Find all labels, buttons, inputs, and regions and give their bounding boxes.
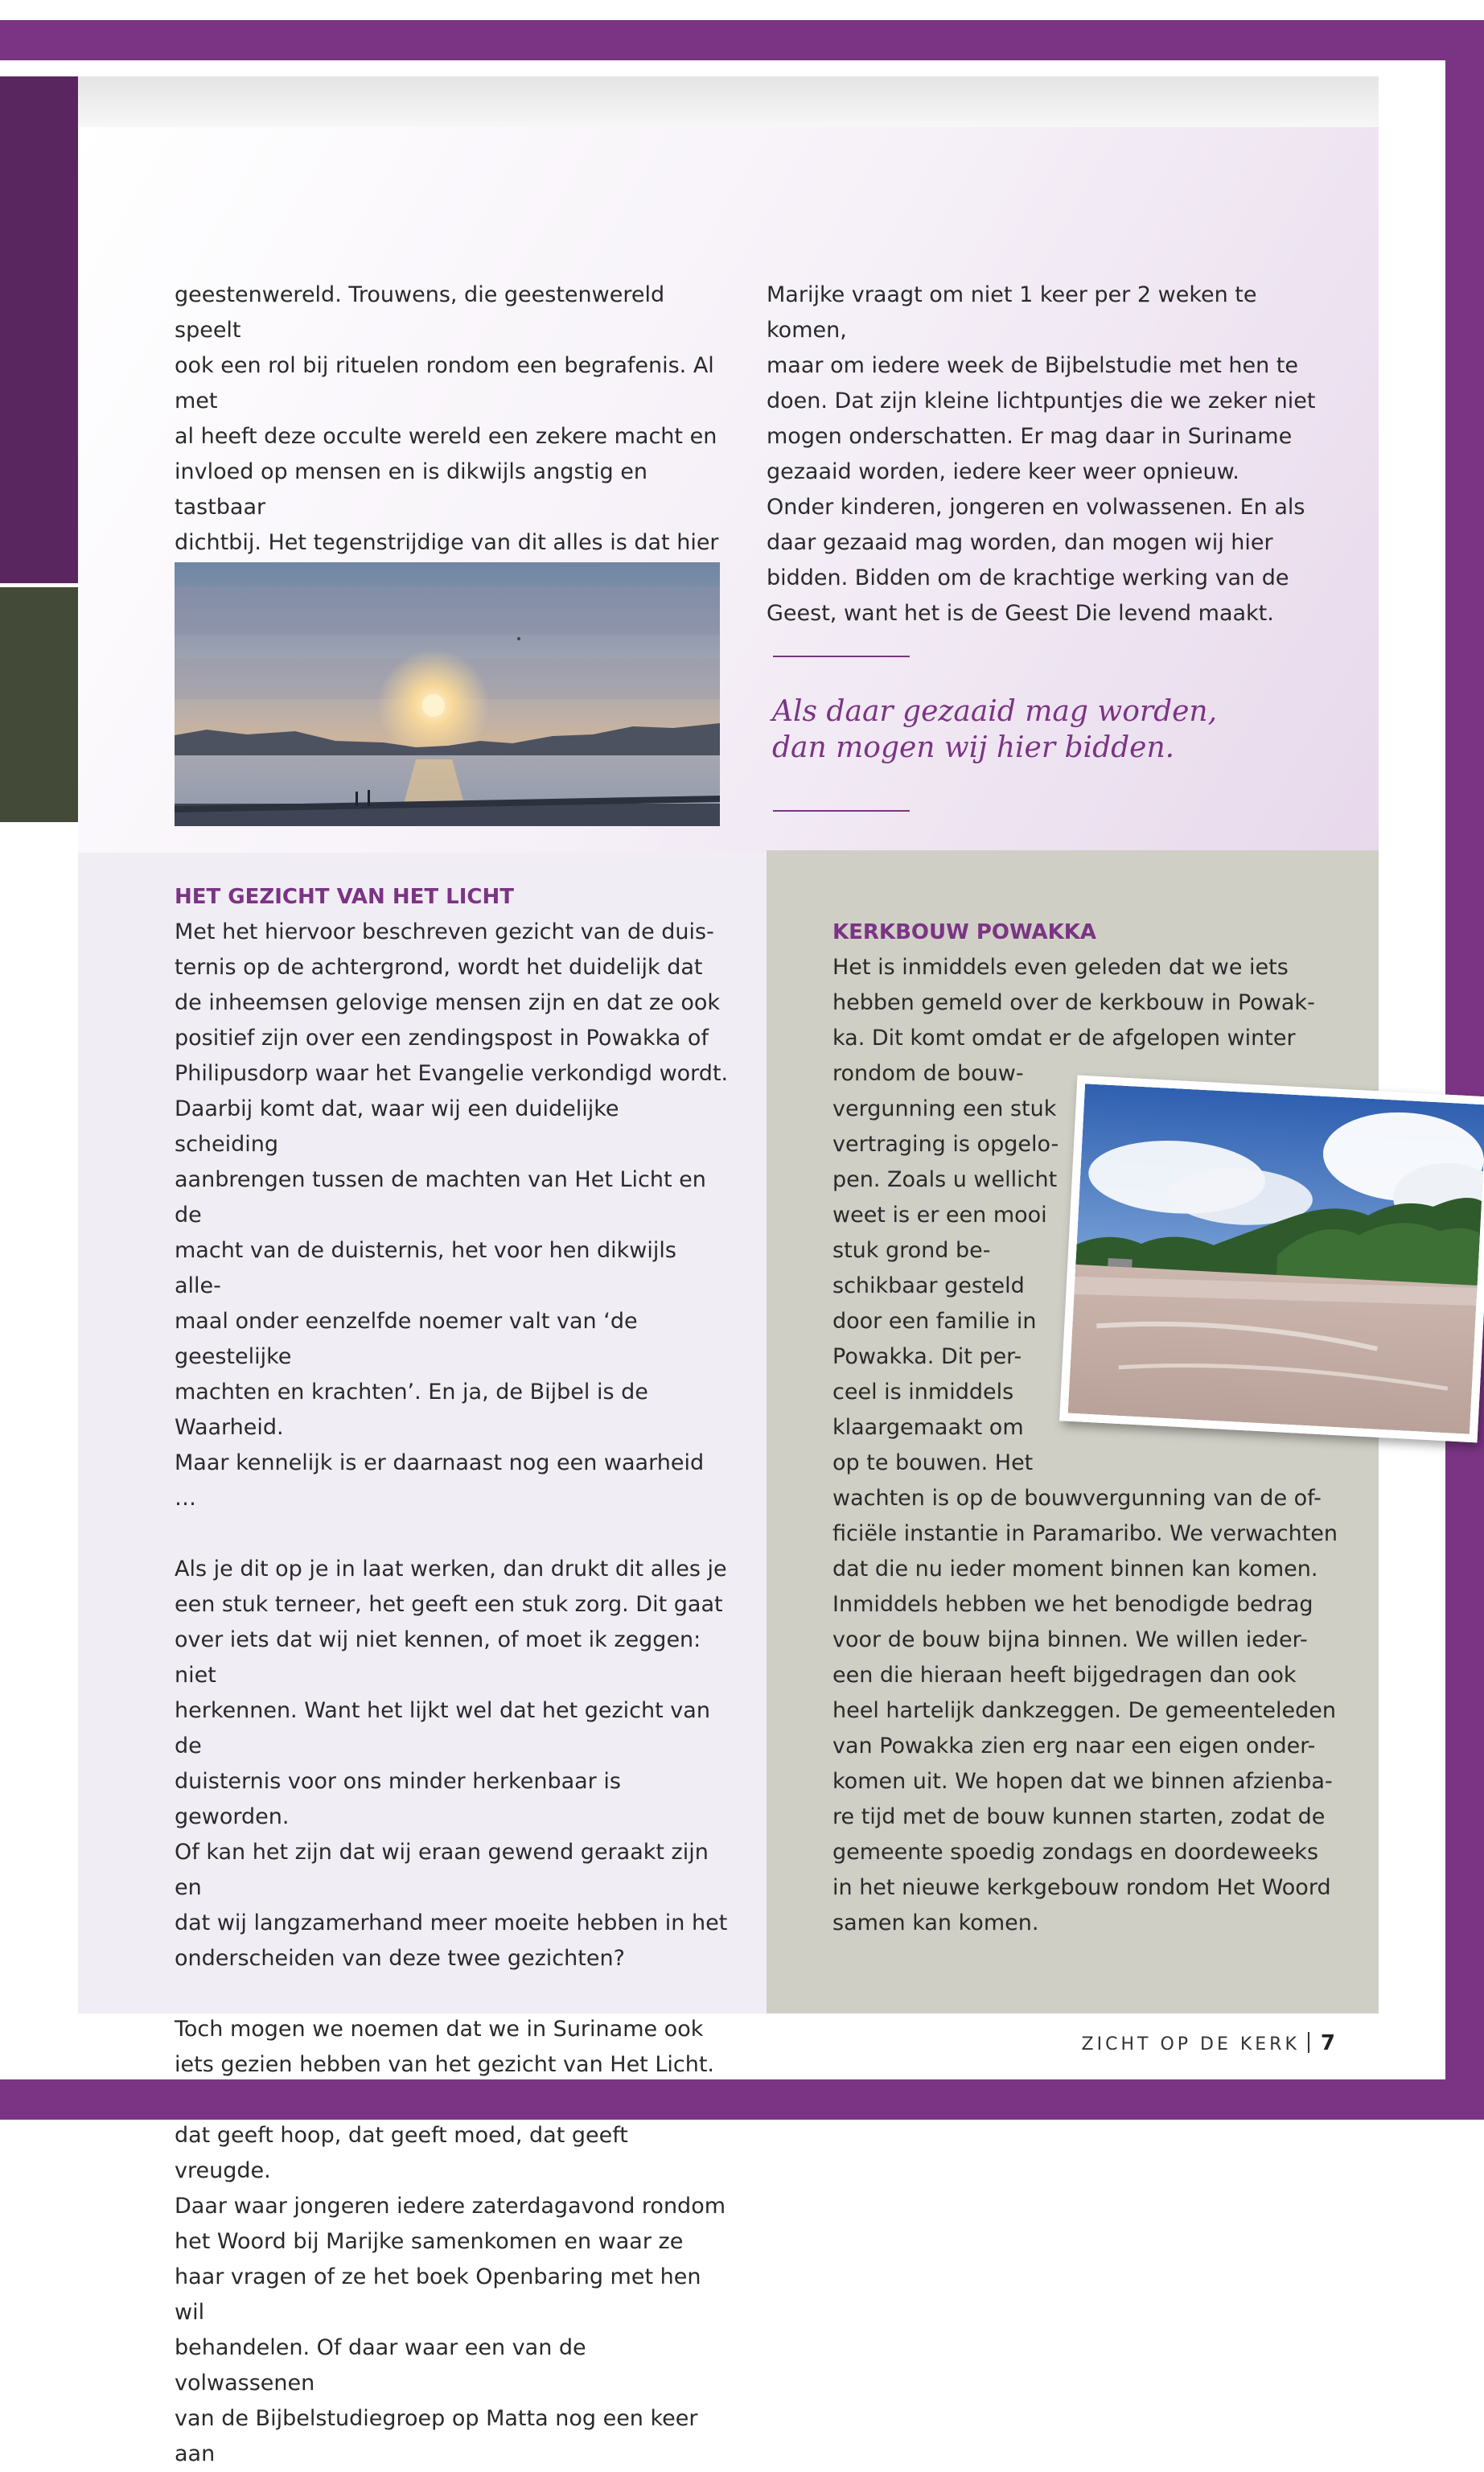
text-line: Inmiddels hebben we het benodigde bedrag [832,1592,1313,1617]
text-line: hebben gemeld over de kerkbouw in Powak- [832,990,1315,1015]
text-line: Maar kennelijk is er daarnaast nog een waarheid … [175,1450,705,1511]
text-line: re tijd met de bouw kunnen starten, zodat de [832,1804,1326,1829]
text-line: daar gezaaid mag worden, dan mogen wij hier [767,530,1273,555]
left-purple-block [0,76,78,583]
page-number: 7 [1320,2031,1335,2055]
text-line: herkennen. Want het lijkt wel dat het gezicht van de [175,1698,710,1758]
text-line: mogen onderschatten. Er mag daar in Suriname [767,424,1293,449]
text-line: duisternis voor ons minder herkenbaar is geworden. [175,1769,621,1829]
left-olive-block [0,587,78,822]
text-line: van Powakka zien erg naar een eigen onder- [832,1734,1316,1758]
footer-divider [1308,2032,1309,2053]
text-line: Daarbij komt dat, waar wij een duidelijke scheiding [175,1096,619,1157]
text-line: machten en krachten’. En ja, de Bijbel is de Waarheid. [175,1380,648,1440]
text-line: vertraging is opgelo- [832,1132,1059,1157]
text-line: behandelen. Of daar waar een van de volwassenen [175,2335,586,2396]
bottom-purple-bar [0,2079,1484,2120]
text-line: komen uit. We hopen dat we binnen afzienba- [832,1769,1333,1794]
text-line: dat die nu ieder moment binnen kan komen. [832,1557,1318,1582]
text-line: Marijke vraagt om niet 1 keer per 2 weken te komen, [767,282,1257,343]
text-line: Geest, want het is de Geest Die levend maakt. [767,601,1274,626]
text-line: gemeente spoedig zondags en doordeweeks [832,1840,1319,1865]
text-line: weet is er een mooi [832,1203,1047,1228]
text-line: ook een rol bij rituelen rondom een begrafenis. Al met [175,353,714,413]
text-line: aanbrengen tussen de machten van Het Licht en de [175,1167,706,1228]
text-line: invloed op mensen en is dikwijls angstig en tastbaar [175,459,647,520]
text-line: dat geeft hoop, dat geeft moed, dat geeft vreugde. [175,2123,628,2183]
text-line: doen. Dat zijn kleine lichtpuntjes die we zeker niet [767,389,1316,413]
text-line: Het is inmiddels even geleden dat we iets [832,955,1289,980]
text-line: wachten is op de bouwvergunning van de of- [832,1486,1322,1511]
text-line: stuk grond be- [832,1238,991,1263]
sunset-photo [175,562,720,826]
text-line: geestenwereld. Trouwens, die geestenwereld speelt [175,282,665,343]
text-line: Toch mogen we noemen dat we in Suriname ook [175,2017,704,2042]
quote-line: Als daar gezaaid mag worden, [772,695,1218,728]
text-line: iets gezien hebben van het gezicht van Het Licht. [175,2052,715,2077]
text-line: vergunning een stuk [832,1096,1057,1121]
text-line: Met het hiervoor beschreven gezicht van de duis- [175,919,714,944]
text-line: Powakka. Dit per- [832,1344,1022,1369]
text-line: Als je dit op je in laat werken, dan drukt dit alles je [175,1557,727,1582]
right-purple-bar [1445,20,1484,2120]
text-line: Daar waar jongeren iedere zaterdagavond rondom [175,2194,726,2219]
text-line: macht van de duisternis, het voor hen dikwijls alle- [175,1238,676,1298]
text-line: een die hieraan heeft bijgedragen dan ook [832,1663,1297,1688]
text-line: haar vragen of ze het boek Openbaring met hen wil [175,2264,701,2325]
sunset-photo-image [175,562,720,826]
text-line: ka. Dit komt omdat er de afgelopen winter [832,1026,1296,1051]
text-line: ficiële instantie in Paramaribo. We verwachten [832,1521,1338,1546]
section-heading: KERKBOUW POWAKKA [832,920,1097,944]
text-line: samen kan komen. [832,1911,1039,1935]
text-line: de inheemsen gelovige mensen zijn en dat ze ook [175,990,721,1015]
text-line: in het nieuwe kerkgebouw rondom Het Woord [832,1875,1331,1900]
text-line: klaargemaakt om [832,1415,1024,1440]
text-line: het Woord bij Marijke samenkomen en waar ze [175,2229,684,2254]
top-purple-bar [0,20,1484,60]
text-line: over iets dat wij niet kennen, of moet ik zeggen: niet [175,1627,701,1688]
text-line: al heeft deze occulte wereld een zekere macht en [175,424,717,449]
text-line: ceel is inmiddels [832,1380,1014,1405]
construction-site-photo [1059,1076,1484,1443]
text-line: door een familie in [832,1309,1037,1334]
text-line: Onder kinderen, jongeren en volwassenen. En als [767,495,1305,520]
text-line: voor de bouw bijna binnen. We willen ieder- [832,1627,1308,1652]
text-line: Of kan het zijn dat wij eraan gewend geraakt zijn en [175,1840,709,1900]
text-line: van de Bijbelstudiegroep op Matta nog een keer aan [175,2406,698,2466]
text-line: maar om iedere week de Bijbelstudie met hen te [767,353,1298,378]
magazine-title: ZICHT OP DE KERK [1081,2034,1300,2055]
article-column-left-bottom [175,879,730,2472]
article-column-right-top [767,278,1330,631]
text-line: bidden. Bidden om de krachtige werking van de [767,566,1289,590]
quote-line: dan mogen wij hier bidden. [772,731,1175,764]
text-line: schikbaar gesteld [832,1273,1025,1298]
paragraph-gap [175,1976,730,2012]
text-line: ternis op de achtergrond, wordt het duidelijk dat [175,955,703,980]
text-line: positief zijn over een zendingspost in Powakka of [175,1026,709,1051]
text-line: Philipusdorp waar het Evangelie verkondigd wordt. [175,1061,729,1086]
text-line: heel hartelijk dankzeggen. De gemeenteleden [832,1698,1337,1723]
pull-quote [772,693,1271,766]
text-line: pen. Zoals u wellicht [832,1167,1058,1192]
text-line: op te bouwen. Het [832,1450,1034,1475]
text-line: dichtbij. Het tegenstrijdige van dit alles is dat hier [175,530,719,555]
quote-rule-bottom [773,810,910,812]
text-line: onderscheiden van deze twee gezichten? [175,1946,625,1971]
text-line: een stuk terneer, het geeft een stuk zorg. Dit gaat [175,1592,723,1617]
page-footer [885,2031,1335,2055]
text-line: rondom de bouw- [832,1061,1024,1086]
construction-site-image [1068,1084,1484,1434]
quote-rule-top [773,656,910,657]
section-heading: HET GEZICHT VAN HET LICHT [175,885,514,909]
text-line: dat wij langzamerhand meer moeite hebben in het [175,1911,728,1935]
paragraph-gap [175,1516,730,1552]
text-line: gezaaid worden, iedere keer weer opnieuw. [767,459,1239,484]
text-line: maal onder eenzelfde noemer valt van ‘de geestelijke [175,1309,638,1369]
